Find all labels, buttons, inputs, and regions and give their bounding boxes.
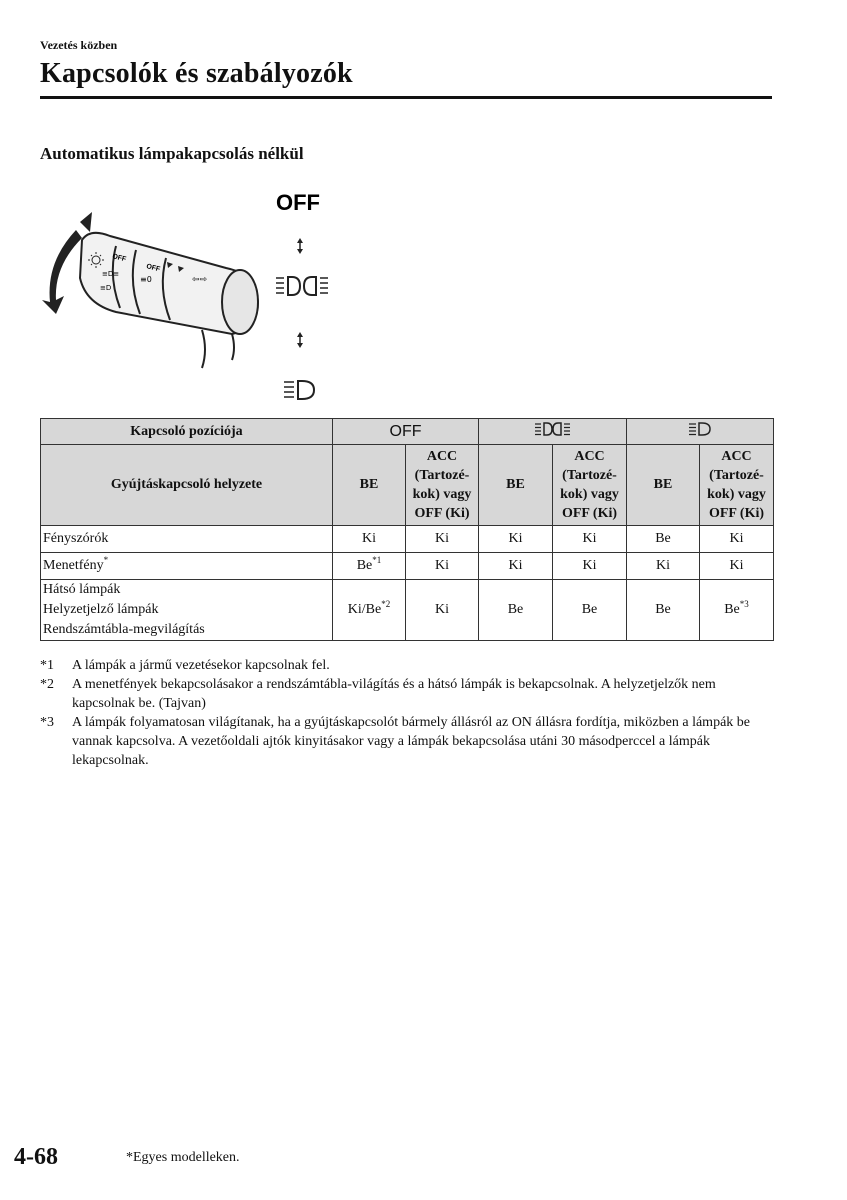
page-number: 4-68 (14, 1144, 58, 1170)
position-off-header: OFF (333, 419, 479, 445)
table-cell: Be (627, 526, 700, 553)
table-cell: Ki (700, 553, 774, 580)
headlights-icon (687, 421, 713, 437)
table-cell: Be (479, 580, 553, 641)
ignition-be-off: BE (333, 445, 406, 526)
table-cell: Ki (406, 580, 479, 641)
table-cell: Be (627, 580, 700, 641)
footnote-text: A lámpák folyamatosan világítanak, ha a gyújtáskapcsolót bármely állásról az ON állásra fordítja, miközben a lámpák be vannak kapcsolva. A vezetőoldali ajtók kinyitásakor vagy a lámpák bekapcsolása utáni 30 másodperccel a lámpák lekapcsolnak. (72, 715, 750, 768)
table-cell: Be$^{*3}$ (700, 580, 774, 641)
parking-lights-icon: ≡D≡ (102, 270, 120, 278)
row-label: Fényszórók (41, 526, 333, 553)
table-row (41, 553, 774, 580)
table-row (41, 526, 774, 553)
stalk-off-label-1: OFF (111, 253, 127, 264)
updown-arrow-icon (297, 238, 303, 254)
footnote (40, 713, 780, 770)
parking-lights-icon (533, 421, 573, 437)
row-label: Menetfény* (41, 553, 333, 580)
section-label: Vezetés közben (40, 38, 118, 52)
table-cell: Ki (479, 553, 553, 580)
table-cell: Be (553, 580, 627, 641)
ignition-be-headlights: BE (627, 445, 700, 526)
ignition-be-parking: BE (479, 445, 553, 526)
table-cell: Ki (627, 553, 700, 580)
headlights-icon (284, 381, 314, 399)
table-cell: Be$^{*1}$ (333, 553, 406, 580)
position-parking-header (479, 419, 627, 445)
off-position-label: OFF (276, 190, 320, 215)
parking-lights-icon (276, 277, 328, 295)
title-divider (40, 96, 772, 99)
page-title: Kapcsolók és szabályozók (40, 58, 353, 89)
light-status-table (40, 418, 774, 641)
table-cell: Ki (333, 526, 406, 553)
stalk-off-label-2: OFF (145, 263, 161, 274)
light-switch-diagram (36, 182, 356, 410)
section-subtitle: Automatikus lámpakapcsolás nélkül (40, 144, 304, 163)
table-cell: Ki (479, 526, 553, 553)
table-row (41, 580, 774, 641)
page-footnote: *Egyes modelleken. (126, 1150, 240, 1165)
table-cell: Ki (406, 553, 479, 580)
footnote (40, 656, 780, 675)
table-cell: Ki (553, 526, 627, 553)
updown-arrow-icon (297, 332, 303, 348)
footnote-text: A menetfények bekapcsolásakor a rendszámtábla-világítás és a hátsó lámpák is bekapcsolnak. A helyzetjelzők nem kapcsolnak be. (Tajvan) (72, 677, 716, 711)
footnote-mark: *1 (40, 658, 54, 673)
position-headlights-header (627, 419, 774, 445)
footnote (40, 675, 780, 713)
table-cell: Ki/Be$^{*2}$ (333, 580, 406, 641)
footnote-mark: *3 (40, 715, 54, 730)
switch-position-header: Kapcsoló pozíciója (41, 419, 333, 445)
footnotes (40, 656, 780, 770)
row-label: Hátsó lámpák Helyzetjelző lámpák Rendszámtábla-megvilágítás (41, 580, 333, 641)
table-cell: Ki (406, 526, 479, 553)
fog-lamp-icon: ≡0 (140, 275, 152, 284)
turn-signal-icon: ⇦⇨ (192, 275, 208, 285)
rotation-arrow-icon (42, 230, 82, 314)
ignition-acc-headlights: ACC (Tartozé- kok) vagy OFF (Ki) (700, 445, 774, 526)
ignition-acc-parking: ACC (Tartozé- kok) vagy OFF (Ki) (553, 445, 627, 526)
headlights-icon: ≡D (100, 284, 112, 292)
table-cell: Ki (700, 526, 774, 553)
footnote-mark: *2 (40, 677, 54, 692)
footnote-text: A lámpák a jármű vezetésekor kapcsolnak fel. (72, 658, 330, 673)
ignition-position-header: Gyújtáskapcsoló helyzete (41, 445, 333, 526)
table-cell: Ki (553, 553, 627, 580)
ignition-acc-off: ACC (Tartozé- kok) vagy OFF (Ki) (406, 445, 479, 526)
